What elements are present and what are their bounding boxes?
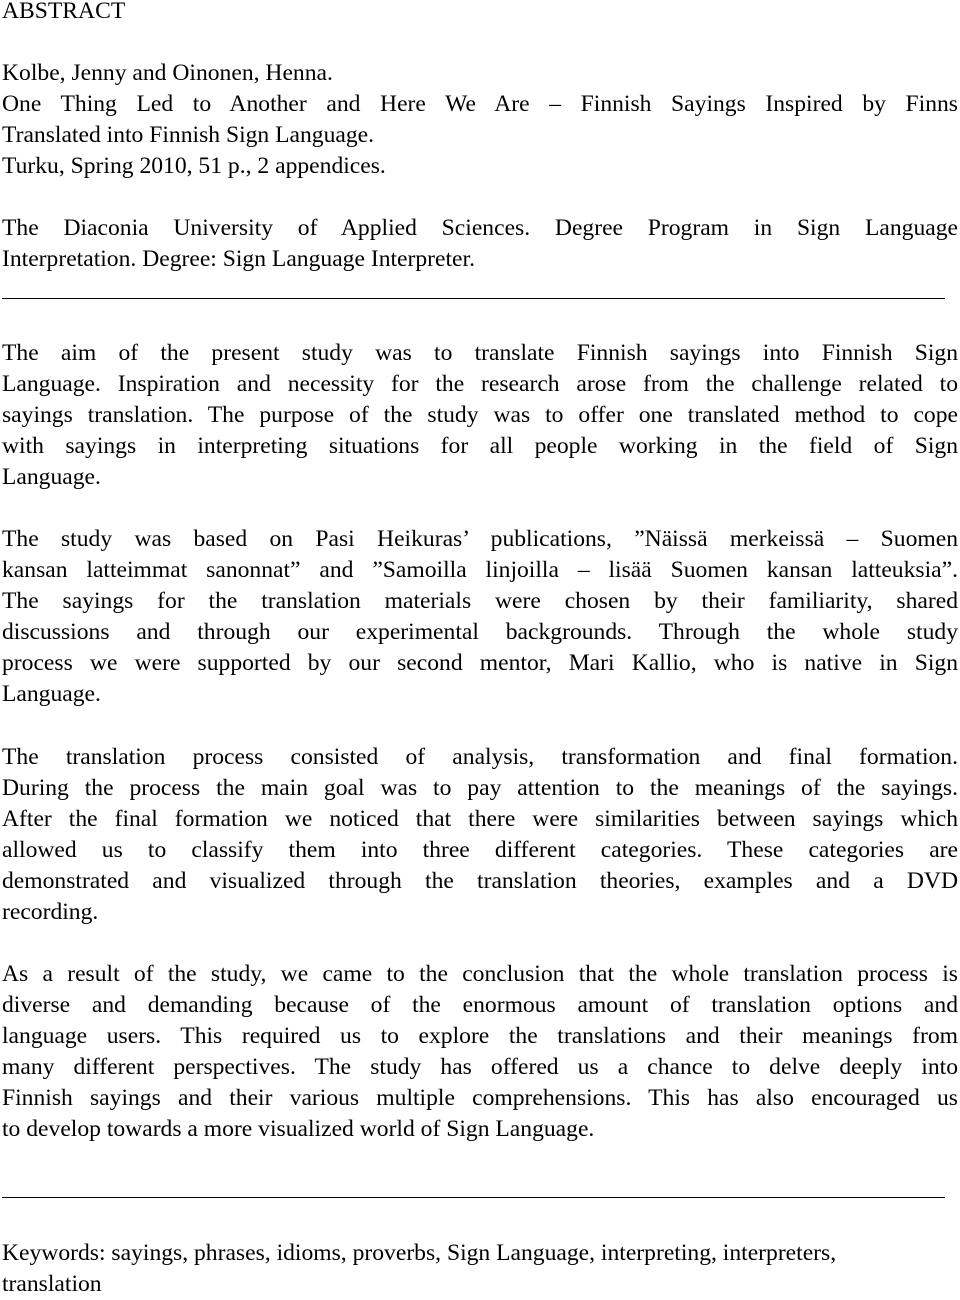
- abstract-heading: ABSTRACT: [2, 0, 126, 24]
- paragraph-line: with sayings in interpreting situations for all people working in the field of Sign: [2, 433, 958, 459]
- paragraph-line: Finnish sayings and their various multiple comprehensions. This has also encouraged us: [2, 1085, 958, 1111]
- paragraph-line: Language.: [2, 681, 101, 707]
- institution-info: [2, 213, 958, 275]
- paragraph-line: recording.: [2, 899, 99, 925]
- divider-top: [2, 298, 945, 299]
- paragraph-line: sayings translation. The purpose of the study was to offer one translated method to cope: [2, 402, 958, 428]
- place-date-pages: Turku, Spring 2010, 51 p., 2 appendices.: [2, 153, 386, 179]
- paragraph-line: During the process the main goal was to pay attention to the meanings of the sayings.: [2, 775, 958, 801]
- abstract-paragraph-2: [2, 524, 958, 710]
- paragraph-line: Language. Inspiration and necessity for the research arose from the challenge related to: [2, 371, 958, 397]
- paragraph-line: Language.: [2, 464, 101, 490]
- abstract-paragraph-1: [2, 338, 958, 493]
- keywords-line-1: Keywords: sayings, phrases, idioms, proverbs, Sign Language, interpreting, interpreters,: [2, 1240, 837, 1266]
- paragraph-line: process we were supported by our second mentor, Mari Kallio, who is native in Sign: [2, 650, 958, 676]
- paragraph-line: allowed us to classify them into three different categories. These categories are: [2, 837, 958, 863]
- abstract-paragraph-3: [2, 742, 958, 928]
- thesis-title-line-1: One Thing Led to Another and Here We Are – Finnish Sayings Inspired by Finns: [2, 91, 958, 117]
- paragraph-line: kansan latteimmat sanonnat” and ”Samoilla linjoilla – lisää Suomen kansan latteuksia”.: [2, 557, 958, 583]
- institution-line-2: Interpretation. Degree: Sign Language Interpreter.: [2, 246, 475, 272]
- paragraph-line: diverse and demanding because of the enormous amount of translation options and: [2, 992, 958, 1018]
- paragraph-line: The study was based on Pasi Heikuras’ publications, ”Näissä merkeissä – Suomen: [2, 526, 958, 552]
- thesis-title-line-2: Translated into Finnish Sign Language.: [2, 122, 375, 148]
- bibliographic-info: [2, 58, 958, 182]
- paragraph-line: discussions and through our experimental backgrounds. Through the whole study: [2, 619, 958, 645]
- divider-bottom: [2, 1197, 945, 1198]
- paragraph-line: After the final formation we noticed that there were similarities between sayings which: [2, 806, 958, 832]
- paragraph-line: demonstrated and visualized through the translation theories, examples and a DVD: [2, 868, 958, 894]
- paragraph-line: language users. This required us to explore the translations and their meanings from: [2, 1023, 958, 1049]
- authors: Kolbe, Jenny and Oinonen, Henna.: [2, 60, 333, 86]
- paragraph-line: The sayings for the translation materials were chosen by their familiarity, shared: [2, 588, 958, 614]
- paragraph-line: to develop towards a more visualized world of Sign Language.: [2, 1116, 595, 1142]
- paragraph-line: The translation process consisted of analysis, transformation and final formation.: [2, 744, 958, 770]
- paragraph-line: As a result of the study, we came to the conclusion that the whole translation process is: [2, 961, 958, 987]
- keywords-line-2: translation: [2, 1271, 102, 1297]
- abstract-paragraph-4: [2, 959, 958, 1145]
- paragraph-line: The aim of the present study was to translate Finnish sayings into Finnish Sign: [2, 340, 958, 366]
- institution-line-1: The Diaconia University of Applied Sciences. Degree Program in Sign Language: [2, 215, 958, 241]
- paragraph-line: many different perspectives. The study has offered us a chance to delve deeply into: [2, 1054, 958, 1080]
- keywords: [2, 1238, 958, 1300]
